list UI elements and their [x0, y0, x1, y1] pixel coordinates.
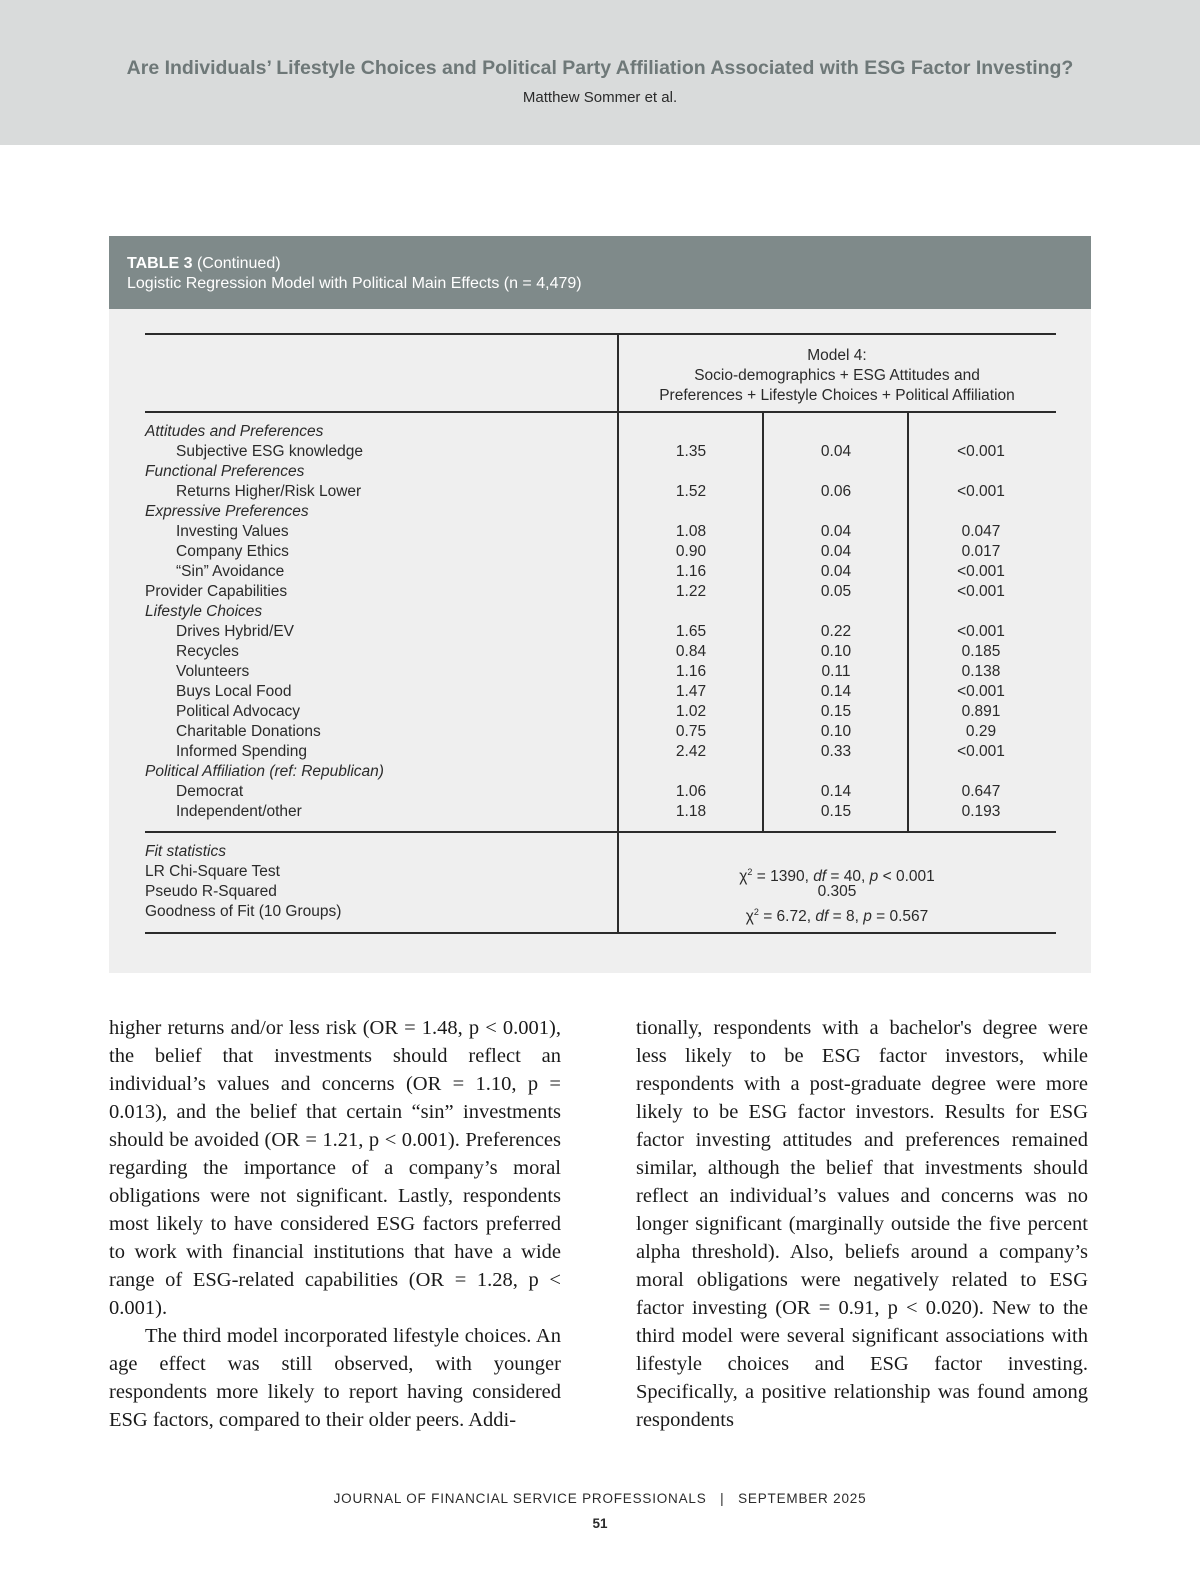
- std-error-cell: 0.05: [820, 583, 852, 600]
- p-value-cell: 0.138: [961, 663, 1001, 680]
- std-error-cell: 0.06: [820, 483, 852, 500]
- fit-chi: χ: [739, 868, 748, 886]
- std-error-cell: 0.14: [820, 783, 852, 800]
- row-label: Independent/other: [176, 803, 302, 820]
- odds-ratio-cell: 1.65: [675, 623, 707, 640]
- row-section-label: Expressive Preferences: [145, 503, 309, 520]
- row-label: Company Ethics: [176, 543, 289, 560]
- fit-value: 0.305: [817, 883, 857, 900]
- model-heading-line: Model 4:: [807, 347, 867, 364]
- table-row: [0, 482, 1200, 502]
- fit-p: p: [863, 908, 872, 926]
- article-authors: Matthew Sommer et al.: [522, 89, 678, 106]
- std-error-cell: 0.11: [821, 663, 851, 680]
- row-label: Drives Hybrid/EV: [176, 623, 294, 640]
- table-row: [0, 802, 1200, 822]
- odds-ratio-cell: 1.06: [675, 783, 707, 800]
- p-value-cell: <0.001: [957, 583, 1005, 600]
- fit-row: [0, 882, 1200, 902]
- row-label: Charitable Donations: [176, 723, 321, 740]
- row-label: Returns Higher/Risk Lower: [176, 483, 362, 500]
- std-error-cell: 0.15: [820, 703, 852, 720]
- row-label: Provider Capabilities: [145, 583, 288, 600]
- table-row: [0, 422, 1200, 442]
- table-row: [0, 582, 1200, 602]
- row-label: Volunteers: [176, 663, 250, 680]
- table-row: [0, 682, 1200, 702]
- fit-row: [0, 862, 1200, 886]
- std-error-cell: 0.04: [820, 563, 852, 580]
- body-paragraph: The third model incorporated lifestyle choices. An age effect was still observed, with younger respondents more likely to report having considered ESG factors, compared to their older peers. Addi-: [109, 1325, 561, 1431]
- fit-value: [618, 902, 1056, 927]
- std-error-cell: 0.33: [820, 743, 852, 760]
- odds-ratio-cell: 1.35: [675, 443, 707, 460]
- fit-p-val: = 0.567: [871, 908, 929, 926]
- fit-label: LR Chi-Square Test: [145, 863, 280, 880]
- fit-label: Goodness of Fit (10 Groups): [145, 903, 342, 920]
- body-paragraph: higher returns and/or less risk (OR = 1.48, p < 0.001), the belief that investments should reflect an individual’s values and concerns (OR = 1.10, p = 0.013), and the belief that certain “sin” investments should be avoided (OR = 1.21, p < 0.001). Preferences regarding the importance of a company’s moral obligations were not significant. Lastly, respondents most likely to have considered ESG factors preferred to work with financial institutions that have a wide range of ESG-related capabilities (OR = 1.28, p < 0.001).: [109, 1017, 561, 1319]
- table-row: [0, 562, 1200, 582]
- row-label: “Sin” Avoidance: [176, 563, 285, 580]
- std-error-cell: 0.10: [820, 643, 852, 660]
- p-value-cell: <0.001: [957, 623, 1005, 640]
- p-value-cell: 0.29: [965, 723, 997, 740]
- table-row: [0, 702, 1200, 722]
- odds-ratio-cell: 1.08: [675, 523, 707, 540]
- fit-df-val: = 8,: [828, 908, 864, 926]
- row-label: Buys Local Food: [176, 683, 292, 700]
- fit-p: p: [869, 868, 879, 886]
- p-value-cell: 0.017: [961, 543, 1001, 560]
- model-heading-line: Socio-demographics + ESG Attitudes and: [694, 367, 980, 384]
- fit-sup: 2: [747, 867, 753, 877]
- row-label: Investing Values: [176, 523, 289, 540]
- table-fit-rule: [145, 831, 1056, 833]
- fit-eq: = 6.72,: [758, 908, 816, 926]
- odds-ratio-cell: 1.18: [675, 803, 707, 820]
- row-label: Democrat: [176, 783, 244, 800]
- table-row: [0, 662, 1200, 682]
- table-row: [0, 622, 1200, 642]
- row-section-label: Political Affiliation (ref: Republican): [145, 763, 384, 780]
- table-label: TABLE 3: [127, 255, 193, 272]
- table-row: [0, 642, 1200, 662]
- std-error-cell: 0.04: [820, 543, 852, 560]
- std-error-cell: 0.10: [820, 723, 852, 740]
- article-title: Are Individuals’ Lifestyle Choices and Political Party Affiliation Associated with ESG Factor Investing?: [126, 57, 1074, 79]
- page-number: 51: [592, 1516, 608, 1531]
- table-row: [0, 522, 1200, 542]
- table-row: [0, 742, 1200, 762]
- fit-label: Pseudo R-Squared: [145, 883, 277, 900]
- fit-chi: χ: [745, 908, 754, 926]
- fit-row: [0, 842, 1200, 862]
- fit-heading: Fit statistics: [145, 843, 226, 860]
- table-row: [0, 502, 1200, 522]
- table-row: [0, 542, 1200, 562]
- table-row: [0, 602, 1200, 622]
- table-subtitle: Logistic Regression Model with Political Main Effects (n = 4,479): [127, 275, 582, 292]
- body-column-left: [109, 1014, 561, 1434]
- table-row: [0, 782, 1200, 802]
- fit-df: df: [815, 908, 829, 926]
- p-value-cell: <0.001: [957, 683, 1005, 700]
- row-label: Political Advocacy: [176, 703, 301, 720]
- table-row: [0, 762, 1200, 782]
- odds-ratio-cell: 1.47: [675, 683, 707, 700]
- row-label: Subjective ESG knowledge: [176, 443, 363, 460]
- odds-ratio-cell: 1.16: [675, 663, 707, 680]
- odds-ratio-cell: 0.84: [675, 643, 707, 660]
- p-value-cell: 0.047: [961, 523, 1001, 540]
- std-error-cell: 0.04: [820, 443, 852, 460]
- model-heading-line: Preferences + Lifestyle Choices + Political Affiliation: [659, 387, 1015, 404]
- fit-p-val: < 0.001: [878, 868, 935, 886]
- table-top-rule: [145, 333, 1056, 335]
- odds-ratio-cell: 1.02: [675, 703, 707, 720]
- std-error-cell: 0.15: [820, 803, 852, 820]
- odds-ratio-cell: 2.42: [675, 743, 707, 760]
- table-header-rule: [145, 411, 1056, 413]
- table-caption: [109, 236, 1091, 309]
- std-error-cell: 0.14: [820, 683, 852, 700]
- model-heading: [618, 346, 1056, 406]
- p-value-cell: <0.001: [957, 563, 1005, 580]
- odds-ratio-cell: 1.16: [675, 563, 707, 580]
- p-value-cell: <0.001: [957, 443, 1005, 460]
- fit-df: df: [813, 868, 827, 886]
- std-error-cell: 0.04: [820, 523, 852, 540]
- row-label: Informed Spending: [176, 743, 307, 760]
- fit-eq: = 1390,: [752, 868, 814, 886]
- fit-sup: 2: [753, 907, 759, 917]
- body-column-right: [636, 1014, 1088, 1434]
- p-value-cell: 0.193: [961, 803, 1001, 820]
- fit-df-val: = 40,: [826, 868, 870, 886]
- std-error-cell: 0.22: [820, 623, 852, 640]
- odds-ratio-cell: 1.52: [675, 483, 707, 500]
- odds-ratio-cell: 0.75: [675, 723, 707, 740]
- p-value-cell: 0.891: [961, 703, 1001, 720]
- p-value-cell: 0.185: [961, 643, 1001, 660]
- row-section-label: Attitudes and Preferences: [145, 423, 324, 440]
- table-row: [0, 442, 1200, 462]
- journal-footer: JOURNAL OF FINANCIAL SERVICE PROFESSIONALS | SEPTEMBER 2025: [333, 1491, 867, 1506]
- table-row: [0, 722, 1200, 742]
- p-value-cell: <0.001: [957, 743, 1005, 760]
- table-bottom-rule: [145, 932, 1056, 934]
- row-label: Recycles: [176, 643, 239, 660]
- fit-row: [0, 902, 1200, 926]
- row-section-label: Functional Preferences: [145, 463, 305, 480]
- table-continued: (Continued): [196, 255, 281, 272]
- odds-ratio-cell: 0.90: [675, 543, 707, 560]
- odds-ratio-cell: 1.22: [675, 583, 707, 600]
- p-value-cell: <0.001: [957, 483, 1005, 500]
- body-paragraph: tionally, respondents with a bachelor's degree were less likely to be ESG factor investors, while respondents with a post-graduate degree were more likely to be ESG factor investors. Results for ESG factor investing attitudes and preferences remained similar, although the belief that investments should reflect an individual’s values and concerns was no longer significant (marginally outside the five percent alpha threshold). Also, beliefs around a company’s moral obligations were negatively related to ESG factor investing (OR = 0.91, p < 0.020). New to the third model were several significant associations with lifestyle choices and ESG factor investing. Specifically, a positive relationship was found among respondents: [636, 1017, 1088, 1431]
- table-label-line: [127, 255, 281, 273]
- table-row: [0, 462, 1200, 482]
- p-value-cell: 0.647: [961, 783, 1001, 800]
- row-section-label: Lifestyle Choices: [145, 603, 263, 620]
